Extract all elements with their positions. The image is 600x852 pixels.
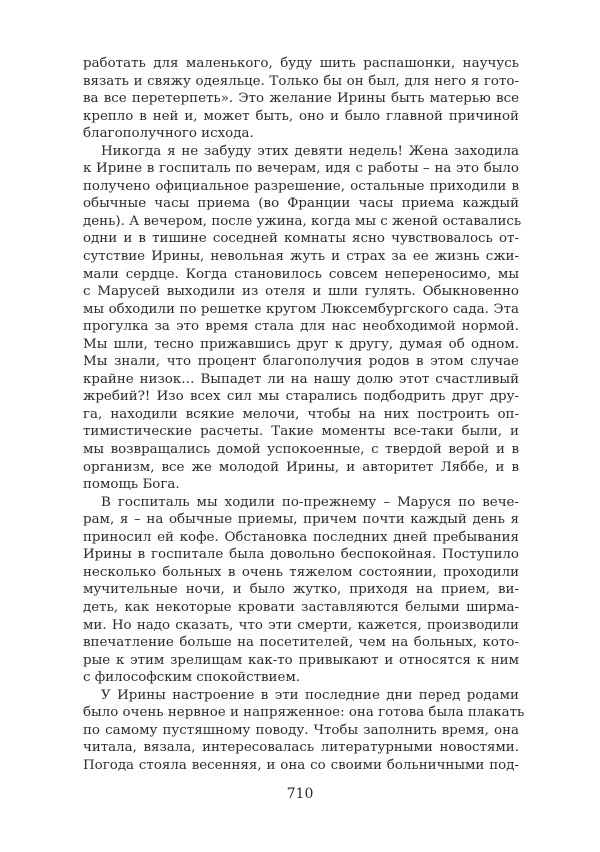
text-line: рам, я – на обычные приемы, причем почти каждый день я: [83, 512, 519, 528]
text-line: одни и в тишине соседней комнаты ясно чувствовалось от-: [83, 231, 519, 247]
text-line: мы обходили по решетке кругом Люксембургского сада. Эта: [83, 301, 519, 317]
text-line: было очень нервное и напряженное: она готова была плакать: [83, 705, 525, 721]
text-line: жребий?! Изо всех сил мы старались подбодрить друг дру-: [83, 389, 519, 405]
text-line: несколько больных в очень тяжелом состоянии, проходили: [83, 564, 519, 580]
text-line: мы возвращались домой успокоенные, с твердой верой и в: [83, 442, 519, 458]
text-line: получено официальное разрешение, остальные приходили в: [83, 178, 519, 194]
text-line: Никогда я не забуду этих девяти недель! Жена заходила: [101, 143, 519, 159]
text-line: организм, все же молодой Ирины, и авторитет Ляббе, и в: [83, 459, 519, 475]
text-line: прогулка за это время стала для нас необходимой нормой.: [83, 319, 519, 335]
text-line: ва все перетерпеть». Это желание Ирины быть матерью все: [83, 91, 519, 107]
paragraph: [83, 143, 522, 494]
text-line: обычные часы приема (во Франции часы приема каждый: [83, 196, 519, 212]
text-line: рые к этим зрелищам как-то привыкают и относятся к ним: [83, 652, 519, 668]
body-text: [83, 55, 525, 774]
paragraph: [83, 55, 519, 143]
text-line: приносил ей кофе. Обстановка последних дней пребывания: [83, 529, 519, 545]
page-number: 710: [286, 786, 314, 802]
text-line: помощь Бога.: [83, 477, 180, 493]
text-line: сутствие Ирины, невольная жуть и страх за ее жизнь сжи-: [83, 249, 519, 265]
text-line: с философским спокойствием.: [83, 670, 301, 686]
text-line: мали сердце. Когда становилось совсем непереносимо, мы: [83, 266, 519, 282]
text-line: Мы знали, что процент благополучия родов в этом случае: [83, 354, 519, 370]
text-line: читала, вязала, интересовалась литературными новостями.: [83, 740, 519, 756]
text-line: по самому пустяшному поводу. Чтобы заполнить время, она: [83, 722, 519, 738]
text-line: с Марусей выходили из отеля и шли гулять. Обыкновенно: [83, 284, 519, 300]
text-line: В госпиталь мы ходили по-прежнему – Маруся по вече-: [101, 494, 519, 510]
text-line: Погода стояла весенняя, и она со своими больничными под-: [83, 757, 519, 773]
text-line: работать для маленького, буду шить распашонки, научусь: [83, 56, 519, 71]
text-line: благополучного исхода.: [83, 126, 254, 142]
text-line: день). А вечером, после ужина, когда мы с женой оставались: [83, 213, 522, 229]
text-line: деть, как некоторые кровати заставляются белыми ширма-: [83, 599, 519, 615]
text-line: вязать и свяжу одеяльце. Только бы он был, для него я гото-: [83, 73, 519, 89]
text-line: тимистические расчеты. Такие моменты все-таки были, и: [83, 424, 519, 440]
paragraph: [83, 687, 525, 775]
text-line: впечатление больше на посетителей, чем на больных, кото-: [83, 635, 519, 651]
text-line: крайне низок… Выпадет ли на нашу долю этот счастливый: [83, 371, 519, 387]
text-line: ми. Но надо сказать, что эти смерти, кажется, производили: [83, 617, 519, 633]
text-line: У Ирины настроение в эти последние дни перед родами: [101, 687, 519, 703]
text-line: крепло в ней и, может быть, оно и было главной причиной: [83, 108, 519, 124]
text-line: мучительные ночи, и было жутко, приходя на прием, ви-: [83, 582, 519, 598]
text-line: Ирины в госпитале была довольно беспокойная. Поступило: [83, 547, 519, 563]
paragraph: [83, 494, 519, 687]
text-line: Мы шли, тесно прижавшись друг к другу, думая об одном.: [83, 336, 519, 352]
text-line: га, находили всякие мелочи, чтобы на них построить оп-: [83, 406, 519, 422]
text-line: к Ирине в госпиталь по вечерам, идя с работы – на это было: [83, 161, 519, 177]
